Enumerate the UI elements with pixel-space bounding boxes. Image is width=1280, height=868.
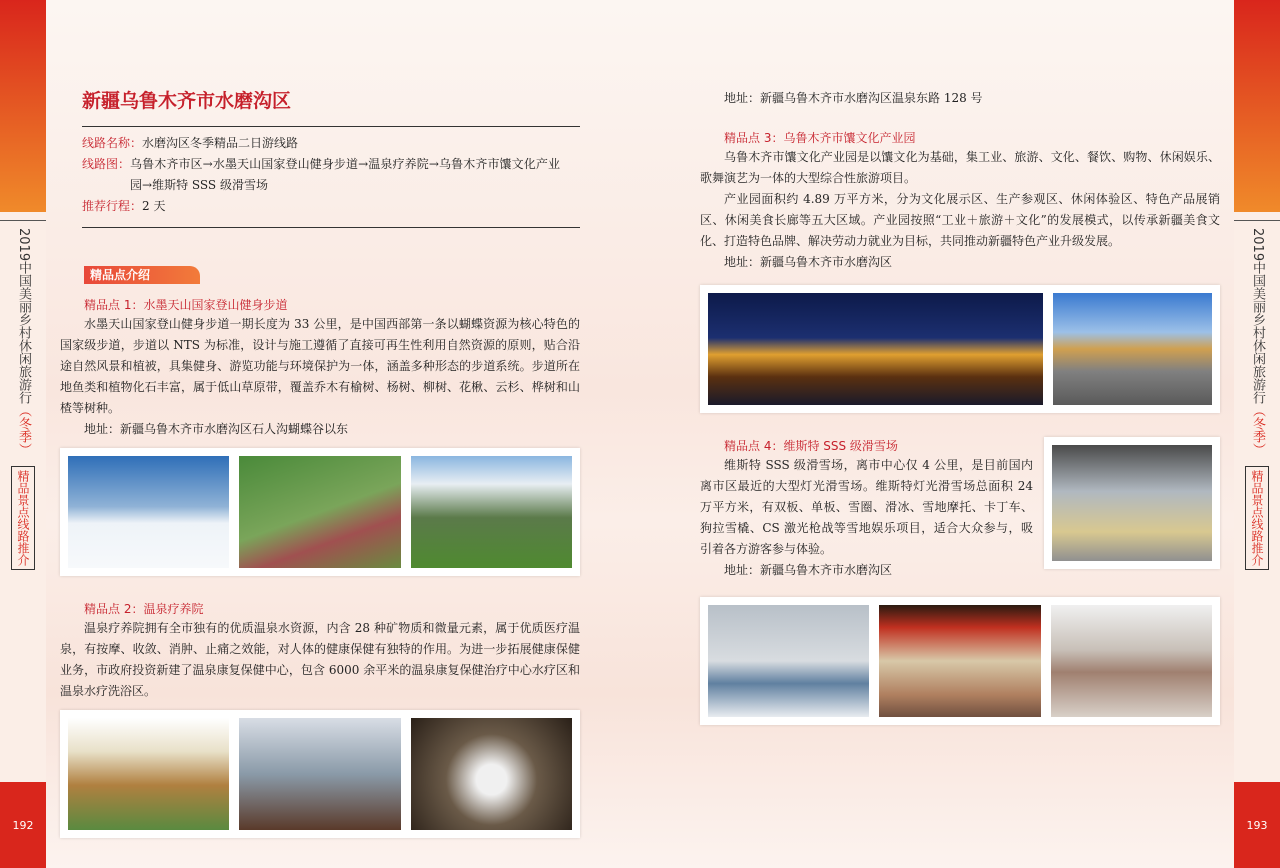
page-number-right: 193 — [1234, 782, 1280, 868]
section-tag: 精品点介绍 — [84, 266, 200, 284]
spine-section: 精品景点线路推介 — [1245, 466, 1269, 570]
spine-title: 2019中国美丽乡村休闲旅游行 — [1250, 228, 1265, 405]
photo-skiers — [708, 605, 869, 717]
photo-mountain — [411, 456, 572, 568]
spine-title: 2019中国美丽乡村休闲旅游行 — [16, 228, 31, 405]
spot2-body: 温泉疗养院拥有全市独有的优质温泉水资源，内含 28 种矿物质和微量元素，属于优质医疗温泉，有按摩、收敛、消肿、止痛之效能，对人体的健康保健有独特的作用。为进一步拓展健康保健业务，市政府投资新建了温泉康复保健中心，包含 6000 余平米的温泉康复保健治疗中心水疗区和温泉水疗洗浴区。 — [60, 621, 580, 698]
spot2-photos — [60, 710, 580, 838]
spot4-body: 维斯特 SSS 级滑雪场，离市中心仅 4 公里，是目前国内离市区最近的大型灯光滑雪场。维斯特灯光滑雪场总面积 24 万平方米，有双板、单板、雪圈、滑冰、雪地摩托、卡丁车、狗拉雪橇、CS 激光枪战等雪地娱乐项目，适合大众参与，吸引着各方游客参与体验。 — [700, 458, 1033, 556]
photo-naan-park-night — [708, 293, 1043, 405]
right-spine: 2019中国美丽乡村休闲旅游行（冬季） 精品景点线路推介 193 — [1234, 0, 1280, 868]
right-page — [700, 88, 1220, 725]
spot3-photos — [700, 285, 1220, 413]
spot4-address: 地址：新疆乌鲁木齐市水磨沟区 — [724, 563, 893, 577]
spot1-heading: 精品点 1：水墨天山国家登山健身步道 — [84, 298, 288, 312]
photo-hiking-trail — [239, 456, 400, 568]
photo-lobby — [1051, 605, 1212, 717]
spot2-address: 地址：新疆乌鲁木齐市水磨沟区温泉东路 128 号 — [724, 91, 983, 105]
spot3-address: 地址：新疆乌鲁木齐市水磨沟区 — [724, 255, 893, 269]
spot4-photos — [700, 597, 1220, 725]
left-page — [60, 88, 580, 838]
spot3-heading: 精品点 3：乌鲁木齐市馕文化产业园 — [724, 131, 916, 145]
spot3-body2: 产业园面积约 4.89 万平方米，分为文化展示区、生产参观区、休闲体验区、特色产品展销区、休闲美食长廊等五大区域。产业园按照“工业＋旅游＋文化”的发展模式，以传承新疆美食文化、打造特色品牌、解决劳动力就业为目标，共同推动新疆特色产业升级发展。 — [700, 192, 1220, 248]
page-title: 新疆乌鲁木齐市水磨沟区 — [82, 90, 292, 112]
photo-snow-field — [68, 456, 229, 568]
photo-ski-hall — [1052, 445, 1212, 561]
spot1-address: 地址：新疆乌鲁木齐市水磨沟区石人沟蝴蝶谷以东 — [84, 422, 349, 436]
route-info: 线路名称：水磨沟区冬季精品二日游线路 线路图： 乌鲁木齐市区→水墨天山国家登山健身步道→温泉疗养院→乌鲁木齐市馕文化产业园→维斯特 SSS 级滑雪场 推荐行程：2 天 — [82, 136, 560, 213]
spot3-body1: 乌鲁木齐市馕文化产业园是以馕文化为基础，集工业、旅游、文化、餐饮、购物、休闲娱乐、歌舞演艺为一体的大型综合性旅游项目。 — [700, 150, 1220, 185]
spot4-heading: 精品点 4：维斯特 SSS 级滑雪场 — [724, 439, 898, 453]
spot1-photos — [60, 448, 580, 576]
spot2-heading: 精品点 2：温泉疗养院 — [84, 602, 204, 616]
spot4-hall-photo — [1044, 437, 1220, 569]
spot1-body: 水墨天山国家登山健身步道一期长度为 33 公里，是中国西部第一条以蝴蝶资源为核心特色的国家级步道，步道以 NTS 为标准，设计与施工遵循了直接可再生性利用自然资源的原则，贴合沿途自然风景和植被，具集健身、游览功能与环境保护为一体，涵盖多种形态的步道系统。步道所在地鱼类和植物化石丰富，属于低山草原带，覆盖乔木有榆树、杨树、柳树、花楸、云杉、桦树和山楂等树种。 — [60, 317, 580, 415]
left-spine: 2019中国美丽乡村休闲旅游行（冬季） 精品景点线路推介 192 — [0, 0, 46, 868]
photo-naan-park-day — [1053, 293, 1212, 405]
page-number-left: 192 — [0, 782, 46, 868]
photo-sanatorium-lobby — [239, 718, 400, 830]
photo-sanatorium-building — [68, 718, 229, 830]
photo-ticket-hall — [879, 605, 1040, 717]
photo-spa-pool — [411, 718, 572, 830]
spine-section: 精品景点线路推介 — [11, 466, 35, 570]
